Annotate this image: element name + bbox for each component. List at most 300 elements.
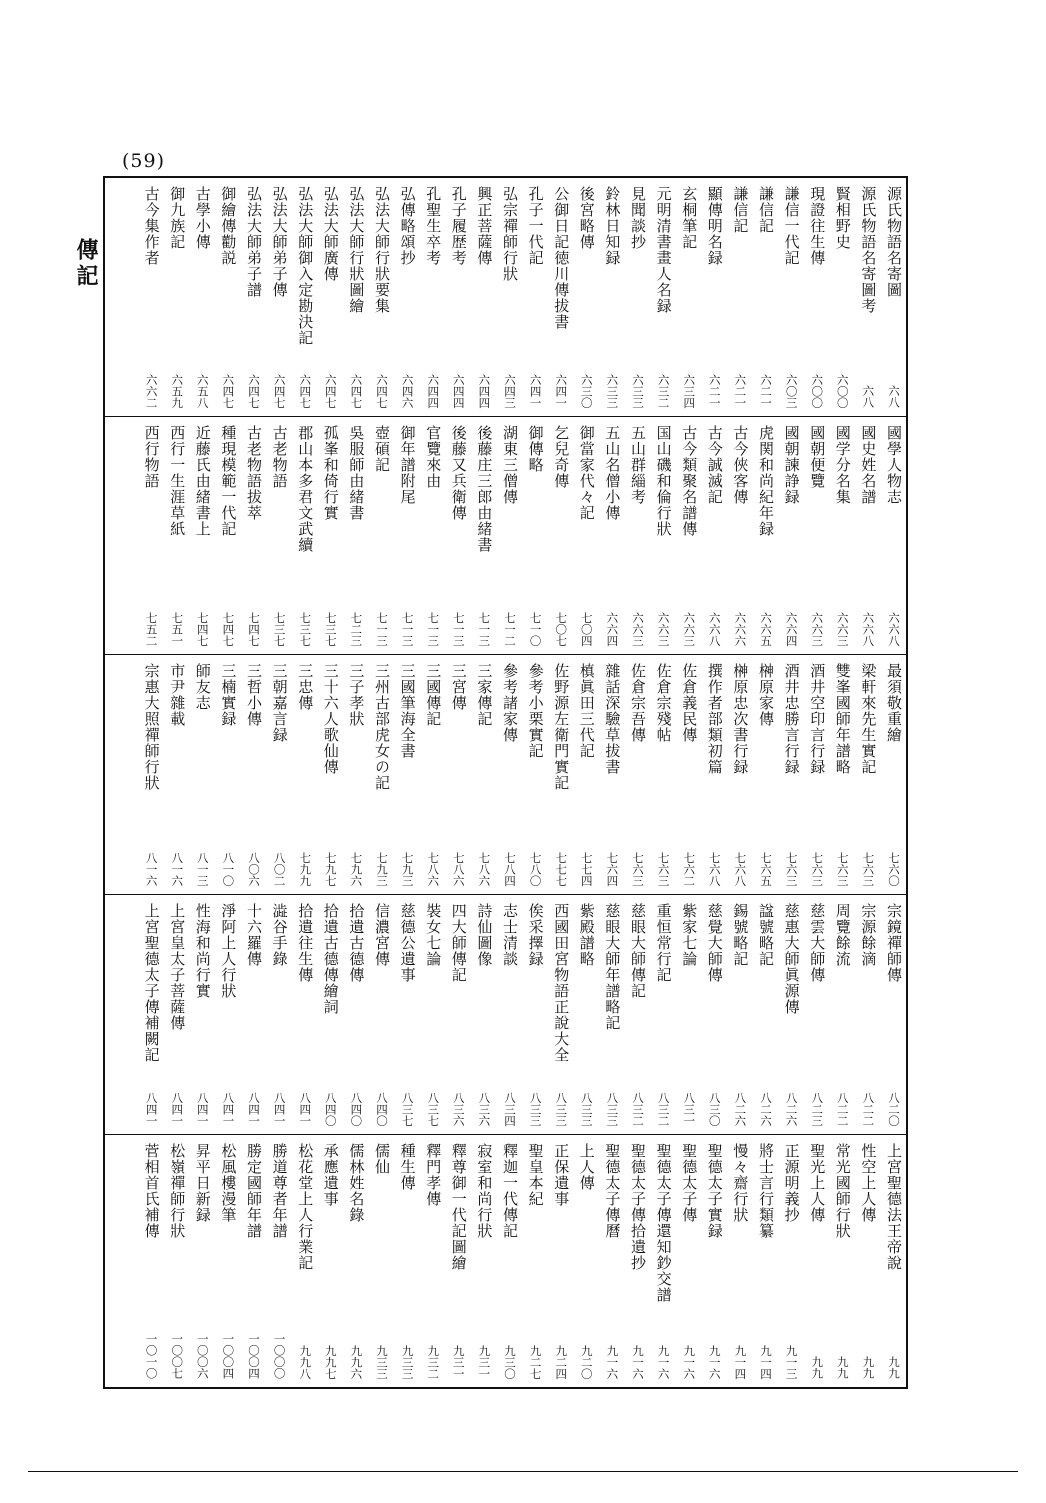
entry-title: 聖德太子傳還知鈔交譜 [654, 1143, 673, 1303]
entry-title: 古老物語拔萃 [245, 425, 263, 521]
index-entry [192, 425, 214, 646]
entry-title: 槙眞田三代記 [577, 663, 596, 759]
index-entry [141, 903, 163, 1126]
entry-page-number: 九九 [835, 1356, 850, 1379]
entry-title: 国山磯和倫行狀 [654, 425, 673, 537]
entry-title: 正保遺事 [552, 1143, 571, 1207]
index-entry [832, 1143, 854, 1379]
entry-title: 聖德太子傳拾遺抄 [629, 1143, 647, 1271]
index-entry [345, 903, 367, 1126]
entry-title: 寂室和尚行狀 [475, 1143, 494, 1239]
entry-page-number: 六五八 [195, 373, 210, 408]
index-entry [729, 186, 751, 408]
index-entry [371, 903, 393, 1126]
entry-page-number: 七九七 [323, 851, 338, 886]
entry-page-number: 八三六 [451, 1091, 466, 1126]
entry-page-number: 九九六 [349, 1344, 364, 1379]
index-entry [397, 903, 419, 1126]
index-entry [422, 186, 444, 408]
entry-title: 三朝嘉言録 [270, 663, 289, 743]
index-entry [781, 1143, 803, 1379]
index-entry [448, 186, 470, 408]
index-entry [217, 1143, 239, 1379]
index-entry [806, 425, 828, 646]
index-entry [371, 663, 393, 886]
entry-page-number: 七八〇 [528, 851, 543, 886]
index-entry [525, 663, 547, 886]
entry-page-number: 七四七 [221, 611, 236, 646]
entry-page-number: 六三〇 [579, 373, 594, 408]
entry-title: 郡山本多君文武續 [296, 425, 315, 553]
index-entry [678, 663, 700, 886]
entry-page-number: 八四〇 [375, 1091, 389, 1126]
index-entry [166, 425, 188, 646]
entry-title: 佐野源左衛門實記 [552, 663, 571, 791]
entry-title: 西行物語 [142, 425, 161, 489]
entry-title: 賢相野史 [833, 186, 852, 250]
entry-page-number: 七〇四 [579, 611, 594, 646]
entry-page-number: 七六二 [682, 851, 697, 886]
entry-title: 宗鏡禪師傳 [885, 903, 903, 983]
entry-page-number: 六四七 [323, 373, 338, 408]
entry-page-number: 六四七 [298, 373, 313, 408]
entry-title: 淨阿上人行狀 [219, 903, 238, 999]
entry-title: 弘宗禪師行狀 [501, 186, 519, 282]
index-entry [473, 186, 495, 408]
entry-page-number: 六六三 [810, 611, 825, 646]
index-band [105, 654, 906, 894]
entry-title: 錫號略記 [731, 903, 750, 967]
index-entry [806, 1143, 828, 1379]
index-entry [857, 903, 879, 1126]
index-entry [269, 663, 291, 886]
entry-page-number: 八四一 [247, 1091, 261, 1126]
index-entry [576, 663, 598, 886]
entry-page-number: 七六三 [784, 851, 799, 886]
entry-page-number: 七七七 [554, 851, 569, 886]
entry-page-number: 六六五 [759, 611, 773, 646]
index-entry [422, 663, 444, 886]
entry-page-number: 八二六 [759, 1091, 773, 1126]
entry-title: 師友志 [193, 663, 212, 711]
entry-title: 紫家七論 [680, 903, 699, 967]
entry-page-number: 八一〇 [221, 851, 236, 886]
entry-title: 拾遺往生傳 [296, 903, 315, 983]
index-entry [294, 1143, 316, 1379]
entry-title: 御九族記 [168, 186, 187, 250]
index-entry [166, 186, 188, 408]
index-entry [217, 425, 239, 646]
entry-page-number: 九三〇 [503, 1344, 517, 1379]
entry-page-number: 九一四 [733, 1344, 748, 1379]
entry-page-number: 六八 [887, 385, 901, 408]
entry-page-number: 六四一 [554, 373, 569, 408]
index-entry [371, 186, 393, 408]
entry-page-number: 六四六 [400, 373, 415, 408]
entry-title: 三國筆海全書 [398, 663, 417, 759]
index-entry [397, 663, 419, 886]
entry-page-number: 六四三 [503, 373, 517, 408]
index-entry [217, 903, 239, 1126]
index-entry [601, 425, 623, 646]
index-entry [678, 425, 700, 646]
entry-title: 榊原家傳 [757, 663, 775, 727]
entry-title: 釋尊御一代記圖繪 [449, 1143, 468, 1271]
entry-title: 梁軒來先生實記 [859, 663, 878, 775]
entry-page-number: 七一二 [503, 611, 517, 646]
entry-title: 玄桐筆記 [680, 186, 699, 250]
entry-page-number: 一〇一〇 [144, 1333, 159, 1379]
entry-title: 慢々齋行狀 [731, 1143, 750, 1223]
entry-page-number: 九九七 [323, 1344, 338, 1379]
entry-title: 見聞談抄 [629, 186, 647, 250]
entry-title: 弘法大師弟子傳 [270, 186, 289, 298]
entry-title: 諡號略記 [757, 903, 775, 967]
entry-title: 菅相首氏補傳 [142, 1143, 161, 1239]
entry-page-number: 七〇七 [554, 611, 569, 646]
entry-title: 乞兒奇傳 [552, 425, 571, 489]
entry-title: 興正菩薩傳 [475, 186, 494, 266]
entry-page-number: 六四七 [247, 373, 261, 408]
index-entry [141, 1143, 163, 1379]
entry-page-number: 六四一 [528, 373, 543, 408]
entry-page-number: 一〇〇〇 [272, 1333, 287, 1379]
index-entry [448, 663, 470, 886]
index-band [105, 894, 906, 1134]
entry-page-number: 八四一 [221, 1091, 236, 1126]
index-entry [473, 1143, 495, 1379]
entry-title: 古學小傳 [193, 186, 212, 250]
index-entry [217, 186, 239, 408]
entry-title: 松風樓漫筆 [219, 1143, 238, 1223]
index-entry [781, 425, 803, 646]
entry-title: 五山名僧小傳 [603, 425, 622, 521]
entry-title: 古今集作者 [142, 186, 161, 266]
entry-title: 現證往生傳 [808, 186, 827, 266]
index-entry [857, 1143, 879, 1379]
index-entry [883, 425, 905, 646]
entry-title: 鈴林日知録 [603, 186, 622, 266]
entry-title: 澁谷手錄 [270, 903, 289, 967]
index-table [103, 176, 908, 1389]
entry-title: 參考小栗實記 [526, 663, 545, 759]
entry-page-number: 八三四 [503, 1091, 517, 1126]
entry-title: 慈覺大師傳 [705, 903, 724, 983]
entry-page-number: 八四一 [144, 1091, 159, 1126]
entry-title: 顯傳明名録 [705, 186, 724, 266]
entry-page-number: 六六四 [605, 611, 620, 646]
entry-title: 謙信一代記 [782, 186, 801, 266]
entry-title: 參考諸家傳 [501, 663, 519, 743]
entry-page-number: 六〇〇 [835, 373, 850, 408]
index-entry [550, 903, 572, 1126]
index-entry [371, 1143, 393, 1379]
entry-page-number: 六六三 [835, 611, 850, 646]
entry-title: 釋門孝傳 [424, 1143, 443, 1207]
entry-title: 孔子一代記 [526, 186, 545, 266]
entry-page-number: 六六三 [656, 611, 671, 646]
entry-page-number: 一〇〇四 [221, 1333, 236, 1379]
entry-title: 釋迦一代傳記 [501, 1143, 519, 1239]
entry-page-number: 九一六 [656, 1344, 671, 1379]
index-entry [320, 186, 342, 408]
entry-title: 上宮聖德法王帝說 [885, 1143, 903, 1271]
entry-page-number: 七六三 [631, 851, 645, 886]
entry-title: 志士清談 [501, 903, 519, 967]
index-entry [832, 186, 854, 408]
entry-title: 雜話深驗草拔書 [603, 663, 622, 775]
entry-title: 上人傳 [577, 1143, 596, 1191]
entry-title: 種現模範一代記 [219, 425, 238, 537]
entry-page-number: 八一六 [144, 851, 159, 886]
index-entry [653, 186, 675, 408]
entry-page-number: 六二一 [733, 373, 748, 408]
entry-page-number: 六四七 [375, 373, 389, 408]
entry-title: 西行一生涯草紙 [168, 425, 187, 537]
index-entry [576, 425, 598, 646]
entry-page-number: 七一三 [375, 611, 389, 646]
entry-title: 佐倉宗殘帖 [654, 663, 673, 743]
entry-title: 慈眼大師傳記 [629, 903, 647, 999]
entry-page-number: 九二四 [554, 1344, 569, 1379]
index-entry [806, 903, 828, 1126]
index-entry [269, 425, 291, 646]
entry-title: 三十六人歌仙傳 [321, 663, 340, 775]
entry-page-number: 六六六 [733, 611, 748, 646]
entry-page-number: 九二七 [528, 1344, 543, 1379]
index-entry [550, 1143, 572, 1379]
entry-page-number: 六六八 [707, 611, 722, 646]
index-entry [499, 663, 521, 886]
entry-page-number: 一〇〇六 [195, 1333, 210, 1379]
entry-page-number: 七五一 [170, 611, 185, 646]
entry-title: 弘法大師廣傳 [321, 186, 340, 282]
entry-page-number: 八三七 [426, 1091, 441, 1126]
entry-title: 御傳略 [526, 425, 545, 473]
index-entry [499, 186, 521, 408]
entry-title: 五山群緇考 [629, 425, 647, 505]
entry-title: 古今誠滅記 [705, 425, 724, 505]
entry-title: 聖光上人傳 [808, 1143, 827, 1223]
index-entry [397, 186, 419, 408]
index-entry [141, 186, 163, 408]
index-entry [243, 186, 265, 408]
index-entry [473, 425, 495, 646]
entry-page-number: 七三七 [272, 611, 287, 646]
entry-title: 俟采擇録 [526, 903, 545, 967]
entry-title: 松嶺禪師行狀 [168, 1143, 187, 1239]
entry-page-number: 八三三 [528, 1091, 543, 1126]
entry-page-number: 六六三 [631, 611, 645, 646]
index-entry [448, 425, 470, 646]
index-entry [345, 425, 367, 646]
index-entry [550, 425, 572, 646]
index-entry [525, 425, 547, 646]
entry-page-number: 六四七 [272, 373, 287, 408]
entry-page-number: 七六三 [810, 851, 825, 886]
entry-page-number: 八三三 [579, 1091, 594, 1126]
index-entry [192, 903, 214, 1126]
index-entry [422, 425, 444, 646]
entry-title: 酒井忠勝言行録 [782, 663, 801, 775]
entry-title: 西國田宮物語正說大全 [552, 903, 571, 1063]
bottom-rule [28, 1471, 1018, 1472]
index-entry [729, 425, 751, 646]
index-entry [192, 1143, 214, 1379]
entry-title: 源氏物語名寄圖 [885, 186, 903, 298]
entry-page-number: 七八六 [426, 851, 441, 886]
index-entry [320, 1143, 342, 1379]
entry-page-number: 九一六 [605, 1344, 620, 1379]
index-entry [755, 663, 777, 886]
index-entry [653, 663, 675, 886]
entry-page-number: 七六五 [759, 851, 773, 886]
entry-page-number: 八四〇 [349, 1091, 364, 1126]
entry-title: 國學人物志 [885, 425, 903, 505]
entry-title: 拾遺古德傳繪詞 [321, 903, 340, 1015]
index-entry [755, 186, 777, 408]
entry-title: 源氏物語名寄圖考 [859, 186, 878, 314]
entry-page-number: 七四七 [195, 611, 210, 646]
entry-title: 承應遺事 [321, 1143, 340, 1207]
entry-page-number: 八二〇 [887, 1091, 901, 1126]
index-entry [166, 903, 188, 1126]
index-entry [525, 903, 547, 1126]
index-entry [806, 663, 828, 886]
entry-title: 雙峯國師年譜略 [833, 663, 852, 775]
entry-page-number: 八三七 [400, 1091, 415, 1126]
entry-page-number: 六〇〇 [810, 373, 825, 408]
index-entry [499, 903, 521, 1126]
entry-title: 三子孝狀 [347, 663, 366, 727]
entry-page-number: 七九三 [375, 851, 389, 886]
entry-page-number: 七一〇 [528, 611, 543, 646]
entry-page-number: 八四一 [272, 1091, 287, 1126]
index-entry [627, 186, 649, 408]
entry-page-number: 七六八 [733, 851, 748, 886]
index-entry [729, 903, 751, 1126]
entry-page-number: 八〇六 [247, 851, 261, 886]
index-entry [627, 425, 649, 646]
entry-title: 慈德公遺事 [398, 903, 417, 983]
entry-title: 公御日記徳川傳拔書 [552, 186, 571, 330]
index-entry [678, 1143, 700, 1379]
entry-page-number: 九二〇 [579, 1344, 594, 1379]
index-entry [601, 186, 623, 408]
entry-title: 性海和尚行實 [193, 903, 212, 999]
entry-title: 信濃宮傳 [373, 903, 391, 967]
entry-title: 儒林姓名錄 [347, 1143, 366, 1223]
index-entry [627, 663, 649, 886]
entry-page-number: 七一三 [426, 611, 441, 646]
index-entry [883, 663, 905, 886]
entry-title: 裝女七論 [424, 903, 443, 967]
index-entry [653, 903, 675, 1126]
entry-page-number: 八三三 [605, 1091, 620, 1126]
entry-title: 勝道尊者年譜 [270, 1143, 289, 1239]
entry-page-number: 六三二 [656, 373, 671, 408]
index-entry [704, 425, 726, 646]
index-entry [320, 425, 342, 646]
entry-title: 慈雲大師傳 [808, 903, 827, 983]
entry-page-number: 八二六 [733, 1091, 748, 1126]
entry-page-number: 八二二 [861, 1091, 876, 1126]
entry-page-number: 六二一 [707, 373, 722, 408]
entry-page-number: 八一六 [170, 851, 185, 886]
entry-title: 國朝諫諍録 [782, 425, 801, 505]
index-band [105, 1134, 906, 1387]
index-entry [269, 903, 291, 1126]
index-entry [601, 903, 623, 1126]
entry-title: 古老物語 [270, 425, 289, 489]
index-entry [832, 903, 854, 1126]
entry-page-number: 七六三 [656, 851, 671, 886]
entry-page-number: 七六三 [861, 851, 876, 886]
index-entry [781, 663, 803, 886]
entry-title: 十六羅傳 [245, 903, 263, 967]
entry-page-number: 六三三 [605, 373, 620, 408]
index-entry [883, 186, 905, 408]
entry-page-number: 六六四 [784, 611, 799, 646]
entry-page-number: 六八 [861, 385, 876, 408]
entry-page-number: 八三二 [631, 1091, 645, 1126]
entry-title: 四大師傳記 [449, 903, 468, 983]
entry-title: 弘傳略頌抄 [398, 186, 417, 266]
entry-title: 謙信記 [757, 186, 775, 234]
entry-title: 御繪傳勸説 [219, 186, 238, 266]
entry-title: 三哲小傳 [245, 663, 263, 727]
index-entry [678, 903, 700, 1126]
index-entry [601, 1143, 623, 1379]
entry-title: 孤峯和倚行實 [321, 425, 340, 521]
entry-title: 弘法大師行狀要集 [373, 186, 391, 314]
index-entry [320, 663, 342, 886]
entry-page-number: 七六四 [605, 851, 620, 886]
index-entry [883, 903, 905, 1126]
section-label: 傳記 [73, 238, 99, 290]
entry-title: 弘法大師御入定勘決記 [296, 186, 315, 346]
entry-title: 三家傳記 [475, 663, 494, 727]
entry-title: 壺碩記 [373, 425, 391, 473]
index-entry [729, 663, 751, 886]
entry-title: 榊原忠次書行録 [731, 663, 750, 775]
entry-title: 弘法大師行狀圖繪 [347, 186, 366, 314]
entry-title: 宗惠大照禪師行狀 [142, 663, 161, 791]
entry-page-number: 六四四 [451, 373, 466, 408]
entry-page-number: 七六八 [707, 851, 722, 886]
entry-title: 後藤庄三郎由緒書 [475, 425, 494, 553]
entry-title: 松花堂上人行業記 [296, 1143, 315, 1271]
index-entry [448, 903, 470, 1126]
index-entry [729, 1143, 751, 1379]
entry-page-number: 九三一 [477, 1344, 492, 1379]
entry-title: 聖德太子傳曆 [603, 1143, 622, 1239]
entry-page-number: 一〇〇七 [170, 1333, 185, 1379]
entry-title: 官覽來由 [424, 425, 443, 489]
index-entry [269, 186, 291, 408]
index-entry [781, 186, 803, 408]
index-entry [653, 425, 675, 646]
entry-page-number: 九一三 [784, 1344, 799, 1379]
entry-title: 古今類聚名譜傳 [680, 425, 699, 537]
index-entry [243, 425, 265, 646]
index-entry [857, 186, 879, 408]
entry-title: 聖德太子傳 [680, 1143, 699, 1223]
entry-page-number: 六六八 [887, 611, 901, 646]
index-entry [704, 663, 726, 886]
entry-page-number: 八四〇 [323, 1091, 338, 1126]
entry-title: 孔聖生卒考 [424, 186, 443, 266]
